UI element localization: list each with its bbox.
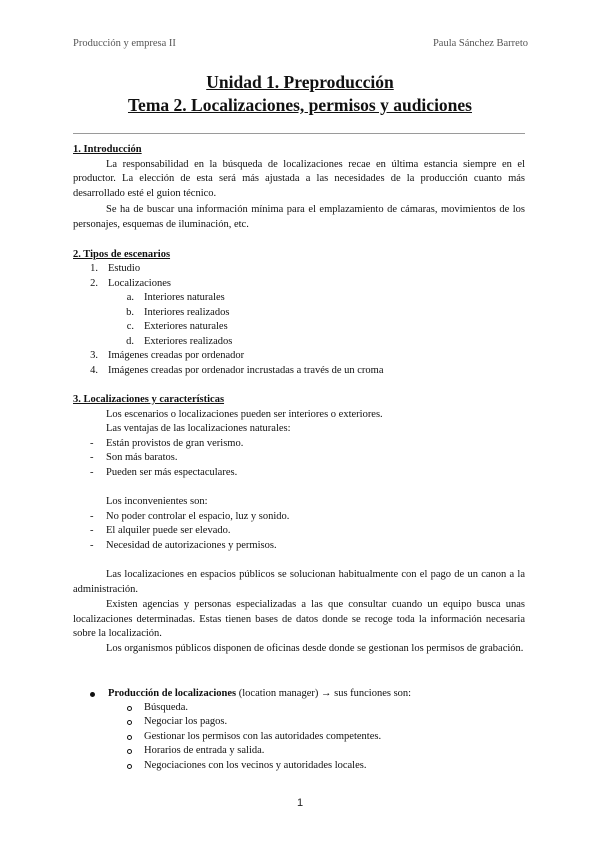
topic-title: Tema 2. Localizaciones, permisos y audiciones — [127, 95, 472, 115]
list-item: El alquiler puede ser elevado. — [106, 525, 231, 536]
dash-marker: - — [90, 467, 94, 478]
section-heading: 1. Introducción — [73, 144, 142, 155]
list-marker: c. — [126, 321, 134, 332]
list-marker: b. — [126, 307, 134, 318]
bullet-item — [108, 687, 411, 701]
list-item: Interiores realizados — [144, 307, 230, 318]
page-number: 1 — [296, 797, 304, 809]
section-heading: 2. Tipos de escenarios — [73, 249, 171, 260]
paragraph: Las localizaciones en espacios públicos se solucionan habitualmente con el pago de un canon a la administración. — [73, 569, 525, 595]
list-item: Son más baratos. — [106, 452, 178, 463]
circle-bullet-icon — [127, 720, 132, 725]
section-locations — [73, 393, 525, 408]
list-item: Imágenes creadas por ordenador — [108, 350, 245, 361]
paragraph: Las ventajas de las localizaciones naturales: — [106, 423, 291, 434]
header-author: Paula Sánchez Barreto — [432, 38, 528, 49]
list-item: Exteriores realizados — [144, 336, 233, 347]
paragraph: Los organismos públicos disponen de oficinas desde donde se gestionan los permisos de grabación. — [106, 643, 524, 654]
list-marker: 2. — [90, 278, 98, 289]
section-introduction — [73, 143, 525, 233]
list-item: Pueden ser más espectaculares. — [106, 467, 238, 478]
list-item: Imágenes creadas por ordenador incrustadas a través de un croma — [108, 365, 384, 376]
dash-marker: - — [90, 511, 94, 522]
list-item: Estudio — [108, 263, 141, 274]
list-item: Negociar los pagos. — [144, 716, 228, 727]
bullet-bold: Producción de localizaciones — [108, 688, 237, 699]
list-item: No poder controlar el espacio, luz y sonido. — [106, 511, 290, 522]
list-item: Búsqueda. — [144, 702, 189, 713]
list-marker: 4. — [90, 365, 98, 376]
paragraph: La responsabilidad en la búsqueda de localizaciones recae en última estancia siempre en el productor. La elección de esta será más ajustada a las necesidades de la producción cuanto más desarrollado esté el guion técnico. — [73, 158, 525, 199]
dash-marker: - — [90, 525, 94, 536]
list-item: Interiores naturales — [144, 292, 225, 303]
list-marker: 1. — [90, 263, 98, 274]
paragraph: Los inconvenientes son: — [106, 496, 208, 507]
list-item: Exteriores naturales — [144, 321, 228, 332]
circle-bullet-icon — [127, 735, 132, 740]
list-item: Están provistos de gran verismo. — [106, 438, 244, 449]
list-item: Necesidad de autorizaciones y permisos. — [106, 540, 277, 551]
intro-paragraphs — [73, 158, 525, 233]
unit-title: Unidad 1. Preproducción — [206, 72, 394, 92]
bullet-rest: (location manager) → sus funciones son: — [236, 688, 412, 699]
list-item: Gestionar los permisos con las autoridades competentes. — [144, 731, 382, 742]
paragraph: Los escenarios o localizaciones pueden ser interiores o exteriores. — [106, 409, 383, 420]
list-item: Horarios de entrada y salida. — [144, 745, 265, 756]
bullet-icon — [90, 692, 95, 697]
paragraph: Se ha de buscar una información mínima para el emplazamiento de cámaras, movimientos de los personajes, esquemas de iluminación, etc. — [73, 204, 525, 230]
dash-marker: - — [90, 438, 94, 449]
dash-marker: - — [90, 452, 94, 463]
title-divider — [73, 133, 525, 134]
circle-bullet-icon — [127, 764, 132, 769]
list-marker: a. — [126, 292, 134, 303]
circle-bullet-icon — [127, 706, 132, 711]
dash-marker: - — [90, 540, 94, 551]
paragraph: Existen agencias y personas especializadas a las que consultar cuando un equipo busca unas localizaciones determinadas. Estas tienen bases de datos donde se recoge toda la información necesaria sobre la localización. — [73, 599, 525, 640]
section-heading: 3. Localizaciones y características — [73, 394, 225, 405]
header-course: Producción y empresa II — [73, 38, 176, 49]
list-marker: 3. — [90, 350, 98, 361]
circle-bullet-icon — [127, 749, 132, 754]
list-marker: d. — [126, 336, 134, 347]
list-item: Negociaciones con los vecinos y autoridades locales. — [144, 760, 367, 771]
list-item: Localizaciones — [108, 278, 171, 289]
